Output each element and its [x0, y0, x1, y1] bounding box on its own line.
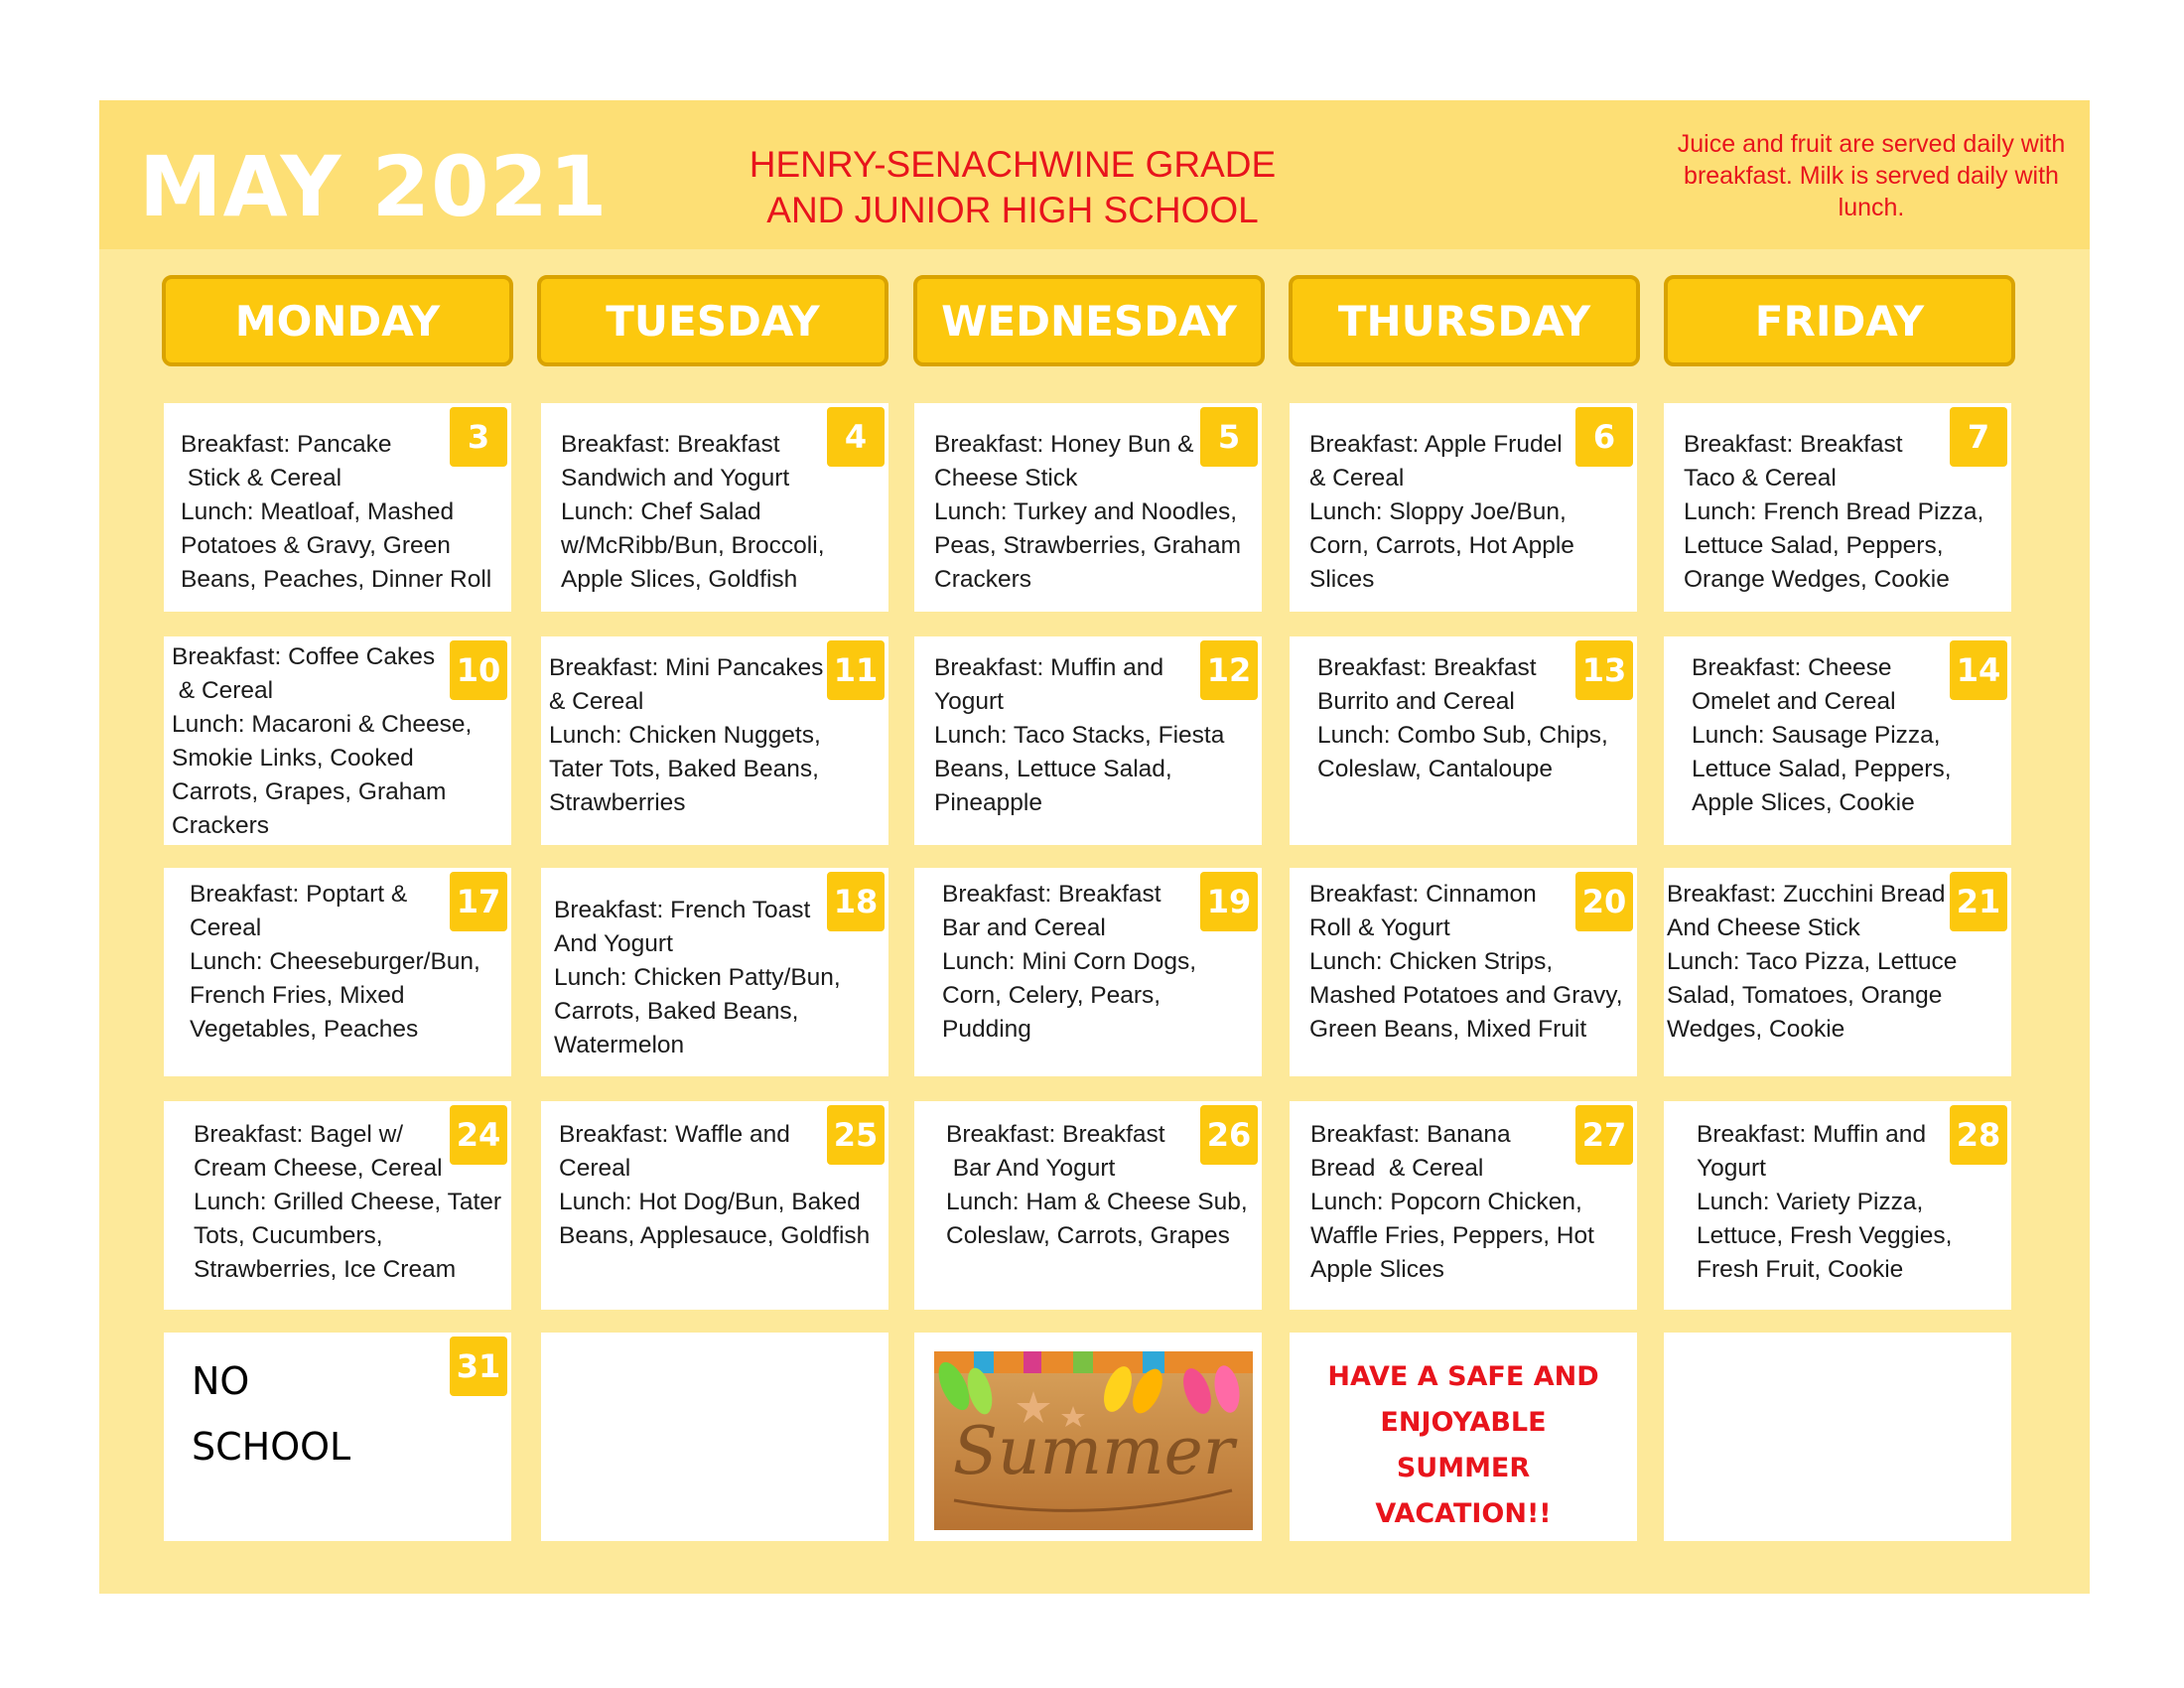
menu-text: Breakfast: Breakfast Taco & Cereal Lunch: French Bread Pizza, Lettuce Salad, Peppers, Orange Wedges, Cookie: [1684, 431, 1984, 593]
summer-message-cell: [1290, 1333, 1637, 1541]
day-header-monday: MONDAY: [162, 275, 513, 366]
menu-text: Breakfast: Zucchini Bread And Cheese Stick Lunch: Taco Pizza, Lettuce Salad, Tomatoes, Orange Wedges, Cookie: [1667, 881, 1958, 1043]
day-cell: [1290, 868, 1637, 1076]
day-header-wednesday: WEDNESDAY: [913, 275, 1265, 366]
menu-text: Breakfast: Bagel w/ Cream Cheese, Cereal Lunch: Grilled Cheese, Tater Tots, Cucumbers, Strawberries, Ice Cream: [194, 1121, 502, 1283]
date-badge: 7: [1950, 407, 2007, 467]
date-badge: 28: [1950, 1105, 2007, 1165]
day-cell: [1664, 1101, 2011, 1310]
menu-text: Breakfast: Muffin and Yogurt Lunch: Variety Pizza, Lettuce, Fresh Veggies, Fresh Fruit, Cookie: [1697, 1121, 1953, 1283]
date-badge: 26: [1200, 1105, 1258, 1165]
menu-text: Breakfast: Breakfast Bar and Cereal Lunch: Mini Corn Dogs, Corn, Celery, Pears, Pudding: [942, 881, 1197, 1043]
month-title: MAY 2021: [139, 138, 609, 235]
date-badge: 21: [1950, 872, 2007, 931]
date-badge: 10: [450, 640, 507, 700]
date-badge: 11: [827, 640, 885, 700]
day-cell: [1290, 636, 1637, 845]
date-badge: 27: [1575, 1105, 1633, 1165]
day-cell: [164, 868, 511, 1076]
day-header-thursday: THURSDAY: [1289, 275, 1640, 366]
date-badge: 12: [1200, 640, 1258, 700]
day-cell: [164, 636, 511, 845]
menu-text: Breakfast: Coffee Cakes & Cereal Lunch: Macaroni & Cheese, Smokie Links, Cooked Carrots, Grapes, Graham Crackers: [172, 643, 473, 839]
date-badge: 31: [450, 1336, 507, 1396]
empty-day-cell: [1664, 1333, 2011, 1541]
day-header-friday: FRIDAY: [1664, 275, 2015, 366]
menu-text: Breakfast: Poptart & Cereal Lunch: Cheeseburger/Bun, French Fries, Mixed Vegetables, Peaches: [190, 881, 480, 1043]
calendar-sheet: [99, 100, 2090, 1594]
school-name-line2: AND JUNIOR HIGH SCHOOL: [766, 190, 1259, 230]
day-cell: [541, 403, 888, 612]
menu-text: Breakfast: Pancake Stick & Cereal Lunch: Meatloaf, Mashed Potatoes & Gravy, Green Beans, Peaches, Dinner Roll: [181, 431, 492, 593]
menu-text: Breakfast: Muffin and Yogurt Lunch: Taco Stacks, Fiesta Beans, Lettuce Salad, Pineapple: [934, 654, 1225, 816]
menu-text: Breakfast: Cheese Omelet and Cereal Lunch: Sausage Pizza, Lettuce Salad, Peppers, Apple Slices, Cookie: [1692, 654, 1952, 816]
day-cell: [1664, 868, 2011, 1076]
day-cell: [164, 1101, 511, 1310]
summer-beach-image: [934, 1351, 1253, 1530]
day-cell: [914, 1101, 1262, 1310]
summer-image-text: Summer: [952, 1413, 1235, 1489]
menu-text: Breakfast: Cinnamon Roll & Yogurt Lunch: Chicken Strips, Mashed Potatoes and Gravy, Green Beans, Mixed Fruit: [1309, 881, 1623, 1043]
day-cell: [1290, 403, 1637, 612]
school-name: [685, 142, 1340, 233]
menu-text: Breakfast: Honey Bun & Cheese Stick Lunch: Turkey and Noodles, Peas, Strawberries, Graham Crackers: [934, 431, 1242, 593]
day-cell: [541, 1101, 888, 1310]
day-cell: [164, 1333, 511, 1541]
date-badge: 4: [827, 407, 885, 467]
date-badge: 24: [450, 1105, 507, 1165]
date-badge: 20: [1575, 872, 1633, 931]
calendar-header: [99, 100, 2090, 249]
menu-text: Breakfast: Banana Bread & Cereal Lunch: Popcorn Chicken, Waffle Fries, Peppers, Hot Apple Slices: [1310, 1121, 1594, 1283]
day-cell: [914, 403, 1262, 612]
date-badge: 25: [827, 1105, 885, 1165]
summer-message: HAVE A SAFE AND ENJOYABLE SUMMER VACATION!!: [1327, 1361, 1599, 1529]
date-badge: 18: [827, 872, 885, 931]
day-cell: [164, 403, 511, 612]
menu-text: Breakfast: Breakfast Sandwich and Yogurt Lunch: Chef Salad w/McRibb/Bun, Broccoli, Apple Slices, Goldfish: [561, 431, 825, 593]
school-name-line1: HENRY-SENACHWINE GRADE: [749, 144, 1277, 185]
day-cell: [1664, 636, 2011, 845]
menu-text: Breakfast: Mini Pancakes & Cereal Lunch: Chicken Nuggets, Tater Tots, Baked Beans, Strawberries: [549, 654, 824, 816]
day-cell: [914, 868, 1262, 1076]
date-badge: 5: [1200, 407, 1258, 467]
day-cell: [541, 868, 888, 1076]
date-badge: 3: [450, 407, 507, 467]
date-badge: 6: [1575, 407, 1633, 467]
menu-text: Breakfast: Breakfast Burrito and Cereal Lunch: Combo Sub, Chips, Coleslaw, Cantaloupe: [1317, 654, 1608, 782]
date-badge: 19: [1200, 872, 1258, 931]
day-cell: [914, 636, 1262, 845]
daily-notice: Juice and fruit are served daily with breakfast. Milk is served daily with lunch.: [1677, 130, 2066, 221]
no-school-text: NO SCHOOL: [192, 1359, 351, 1469]
date-badge: 13: [1575, 640, 1633, 700]
menu-text: Breakfast: Waffle and Cereal Lunch: Hot Dog/Bun, Baked Beans, Applesauce, Goldfish: [559, 1121, 871, 1249]
menu-text: Breakfast: French Toast And Yogurt Lunch: Chicken Patty/Bun, Carrots, Baked Beans, Watermelon: [554, 897, 841, 1058]
day-cell: [541, 636, 888, 845]
date-badge: 14: [1950, 640, 2007, 700]
day-cell: [1290, 1101, 1637, 1310]
date-badge: 17: [450, 872, 507, 931]
empty-day-cell: [541, 1333, 888, 1541]
menu-text: Breakfast: Apple Frudel & Cereal Lunch: Sloppy Joe/Bun, Corn, Carrots, Hot Apple Slices: [1309, 431, 1574, 593]
menu-text: Breakfast: Breakfast Bar And Yogurt Lunch: Ham & Cheese Sub, Coleslaw, Carrots, Grapes: [946, 1121, 1248, 1249]
day-cell: [1664, 403, 2011, 612]
day-header-tuesday: TUESDAY: [537, 275, 888, 366]
summer-image-cell: [914, 1333, 1262, 1541]
